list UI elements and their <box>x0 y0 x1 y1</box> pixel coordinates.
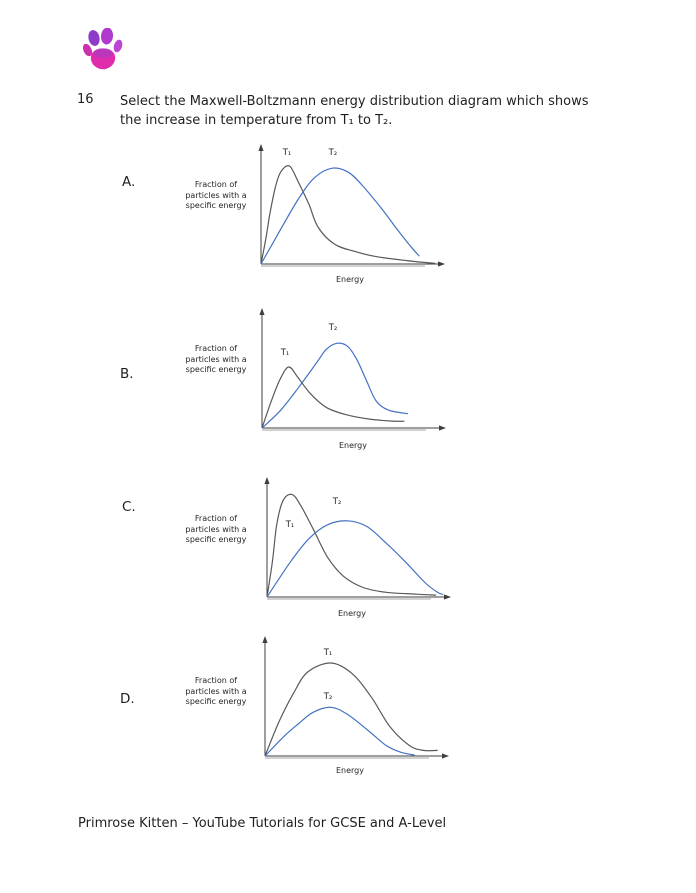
x-axis-label: Energy <box>337 609 366 618</box>
y-axis-label: Fraction of particles with a specific energy <box>185 344 247 374</box>
option-d-label: D. <box>120 691 135 707</box>
y-axis-label: Fraction of particles with a specific energy <box>185 676 247 706</box>
footer-text: Primrose Kitten – YouTube Tutorials for GCSE and A-Level <box>78 816 447 831</box>
option-c-label: C. <box>122 499 136 515</box>
svg-text:T₂: T₂ <box>328 323 338 333</box>
svg-text:T₁: T₁ <box>280 348 290 358</box>
svg-text:T₁: T₁ <box>285 520 295 530</box>
svg-text:T₁: T₁ <box>282 148 292 158</box>
question-number: 16 <box>77 92 94 107</box>
paw-pad-shade-icon <box>94 48 113 58</box>
paw-toe-icon <box>100 28 114 45</box>
svg-text:T₂: T₂ <box>328 148 338 158</box>
question-line-1: Select the Maxwell-Boltzmann energy distribution diagram which shows <box>120 94 589 109</box>
y-axis-label: Fraction of particles with a specific energy <box>185 180 247 210</box>
y-axis-label: Fraction of particles with a specific energy <box>185 514 247 544</box>
svg-text:T₁: T₁ <box>323 648 333 658</box>
paw-toe-icon <box>112 39 123 54</box>
question-line-2: the increase in temperature from T₁ to T₂. <box>120 113 393 128</box>
x-axis-label: Energy <box>335 275 364 284</box>
maxwell-boltzmann-chart-b <box>250 304 450 444</box>
question-text <box>120 92 650 130</box>
svg-text:T₂: T₂ <box>323 692 333 702</box>
option-a-label: A. <box>122 174 136 190</box>
x-axis-label: Energy <box>338 441 367 450</box>
svg-text:T₂: T₂ <box>332 497 342 507</box>
maxwell-boltzmann-chart-d <box>253 632 453 772</box>
x-axis-label: Energy <box>335 766 364 775</box>
maxwell-boltzmann-chart-a <box>249 140 449 280</box>
option-b-label: B. <box>120 366 134 382</box>
paw-logo <box>83 28 123 72</box>
maxwell-boltzmann-chart-c <box>255 473 455 613</box>
paw-toe-icon <box>87 29 101 47</box>
